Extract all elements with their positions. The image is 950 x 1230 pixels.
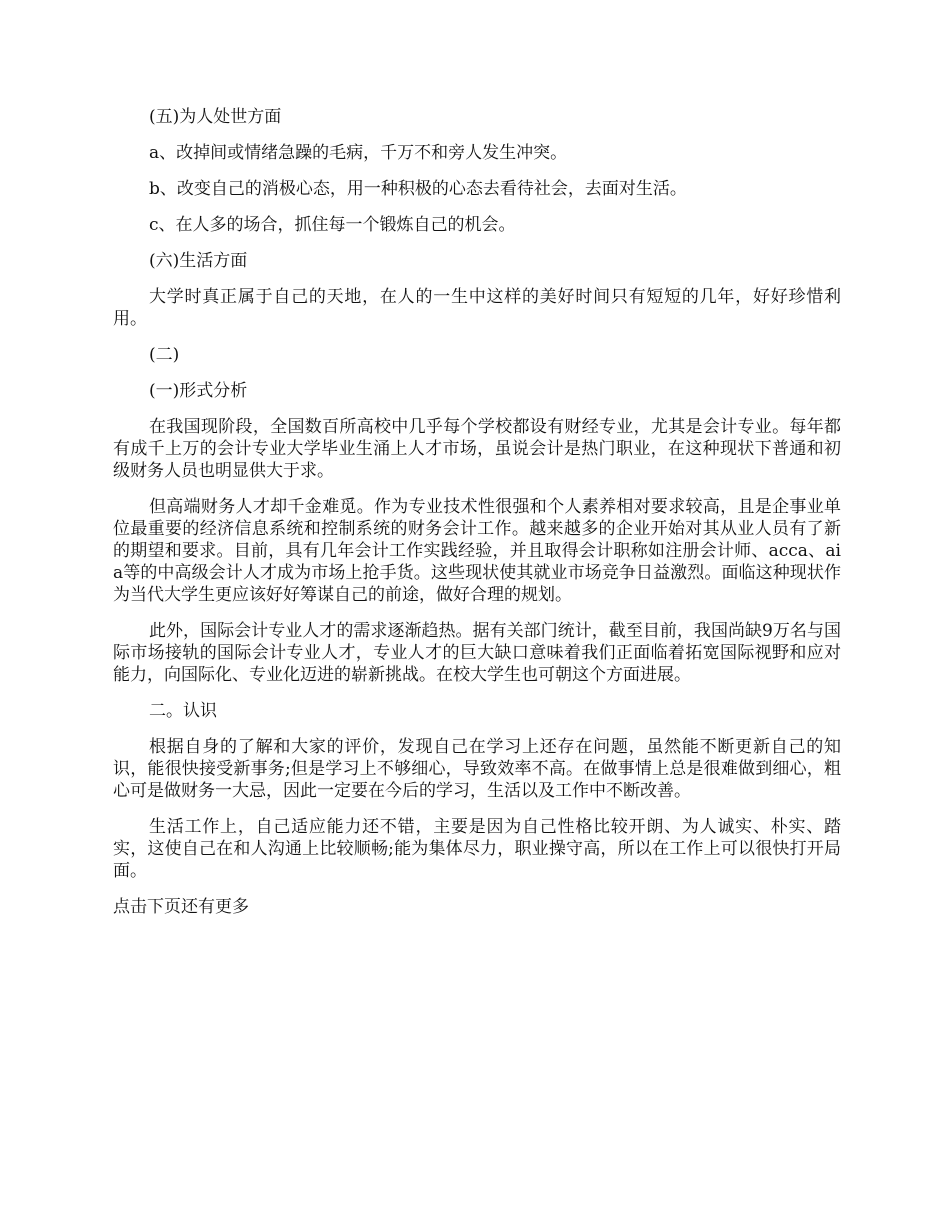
paragraph-work-life: 生活工作上，自己适应能力还不错，主要是因为自己性格比较开朗、为人诚实、朴实、踏实，这使自己在和人沟通上比较顺畅;能为集体尽力，职业操守高，所以在工作上可以很快打开局面。 <box>113 817 841 881</box>
next-page-link[interactable]: 点击下页还有更多 <box>113 897 249 917</box>
paragraph-high-end: 但高端财务人才却千金难觅。作为专业技术性很强和个人素养相对要求较高，且是企事业单位最重要的经济信息系统和控制系统的财务会计工作。越来越多的企业开始对其从业人员有了新的期望和要求。目前，具有几年会计工作实践经验，并且取得会计职称如注册会计师、acca、aia等的中高级会计人才成为市场上抢手货。这些现状使其就业市场竞争日益激烈。面临这种现状作为当代大学生更应该好好筹谋自己的前途，做好合理的规划。 <box>113 497 841 605</box>
section-heading-5: (五)为人处世方面 <box>149 107 282 127</box>
section-heading-6: (六)生活方面 <box>149 251 248 271</box>
paragraph-life: 大学时真正属于自己的天地，在人的一生中这样的美好时间只有短短的几年，好好珍惜利用。 <box>113 287 841 329</box>
list-item-c: c、在人多的场合，抓住每一个锻炼自己的机会。 <box>149 215 516 235</box>
document-body <box>113 106 841 918</box>
part-heading-2: (二) <box>149 345 180 365</box>
list-item-a: a、改掉间或情绪急躁的毛病，千万不和旁人发生冲突。 <box>149 143 568 163</box>
section-heading-analysis: (一)形式分析 <box>149 381 248 401</box>
section-heading-recognition: 二。认识 <box>149 701 217 721</box>
paragraph-market: 在我国现阶段，全国数百所高校中几乎每个学校都设有财经专业，尤其是会计专业。每年都有成千上万的会计专业大学毕业生涌上人才市场，虽说会计是热门职业，在这种现状下普通和初级财务人员也明显供大于求。 <box>113 417 841 481</box>
paragraph-self-evaluation: 根据自身的了解和大家的评价，发现自己在学习上还存在问题，虽然能不断更新自己的知识，能很快接受新事务;但是学习上不够细心，导致效率不高。在做事情上总是很难做到细心，粗心可是做财务一大忌，因此一定要在今后的学习，生活以及工作中不断改善。 <box>113 737 841 801</box>
list-item-b: b、改变自己的消极心态，用一种积极的心态去看待社会，去面对生活。 <box>149 179 687 199</box>
paragraph-international: 此外，国际会计专业人才的需求逐渐趋热。据有关部门统计，截至目前，我国尚缺9万名与国际市场接轨的国际会计专业人才，专业人才的巨大缺口意味着我们正面临着拓宽国际视野和应对能力，向国际化、专业化迈进的崭新挑战。在校大学生也可朝这个方面进展。 <box>113 621 841 685</box>
